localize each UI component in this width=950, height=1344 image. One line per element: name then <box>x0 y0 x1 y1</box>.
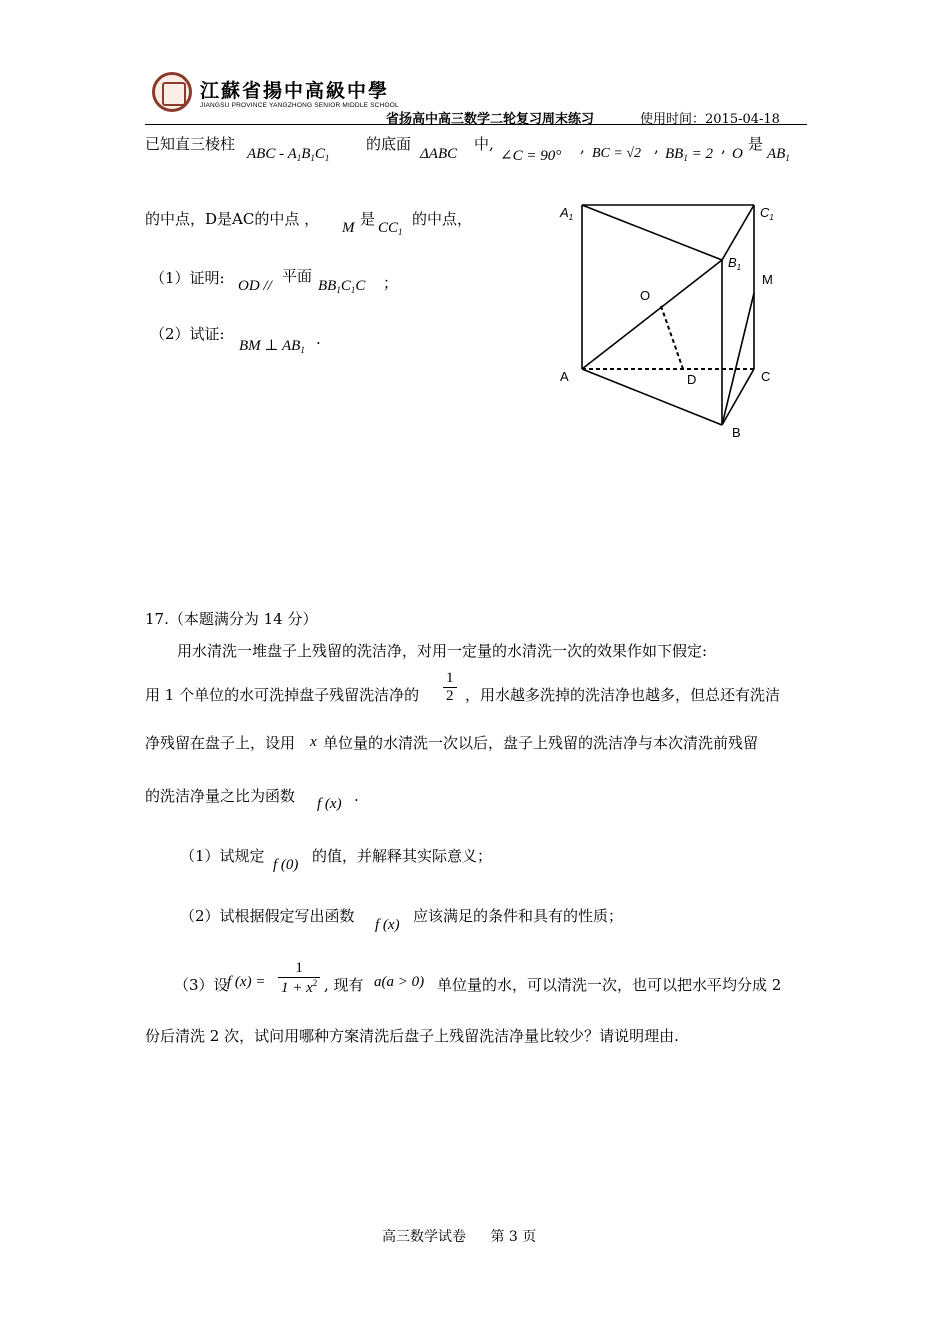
p16-q1-label: （1）证明: <box>150 269 225 287</box>
p16-text: 是 <box>748 135 764 153</box>
math-cc1 <box>378 220 403 237</box>
p17-q3c: 单位量的水，可以清洗一次，也可以把水平均分成 2 <box>437 976 782 994</box>
p17-para3a: 净残留在盘子上，设用 <box>145 734 296 752</box>
frac-den: 2 <box>443 687 457 705</box>
label-a: A <box>560 369 569 384</box>
edge-b1c1 <box>722 205 754 260</box>
math-abc: ABC - <box>247 146 285 162</box>
frac-num: 1 <box>446 670 454 686</box>
p16-q2-label: （2）试证: <box>150 325 225 343</box>
math-bb: BB <box>318 278 337 294</box>
math-plane <box>318 278 365 295</box>
p17-q1a: （1）试规定 <box>180 847 265 865</box>
label-b: B <box>732 425 741 440</box>
p17-para2a: 用 1 个单位的水可洗掉盘子残留洗洁净的 <box>145 686 420 704</box>
math-sub: 1 <box>296 153 302 163</box>
prism-name <box>247 146 329 163</box>
label-d: D <box>687 372 697 387</box>
label-c: C <box>761 369 771 384</box>
school-name-english: JIANGSU PROVINCE YANGZHONG SENIOR MIDDLE SCHOOL <box>200 102 399 109</box>
math-sub: 1 <box>310 153 315 163</box>
p17-q3b: , 现有 <box>324 976 364 994</box>
school-name: 江蘇省揚中高級中學 <box>200 80 390 102</box>
math-a-positive: a(a > 0) <box>374 974 425 990</box>
math-bm-perp <box>239 336 305 355</box>
math-f0: f (0) <box>273 857 299 873</box>
frac-den <box>278 977 320 997</box>
prism-figure <box>550 195 800 445</box>
p16-text: ； <box>383 274 399 292</box>
p17-q3a: （3）设 <box>174 976 229 994</box>
math-b1: B <box>301 146 311 162</box>
p16-text: 已知直三棱柱 <box>145 135 236 153</box>
p16-text: , <box>580 138 585 156</box>
math-sub: 1 <box>324 153 330 163</box>
math-fx: f (x) <box>317 796 342 812</box>
math-a1: A <box>287 146 297 162</box>
exam-title: 省扬高中高三数学二轮复习周末练习 <box>386 112 595 127</box>
frac-den-base: 1 + x <box>281 980 313 996</box>
label-c1: $C_1$ <box>760 205 774 222</box>
p17-q3d: 份后清洗 2 次，试问用哪种方案清洗后盘子上残留洗洁净量比较少？请说明理由. <box>145 1027 679 1045</box>
label-m: M <box>762 272 773 287</box>
footer-page-number: 第 3 页 <box>490 1229 537 1245</box>
math-o: O <box>732 146 743 162</box>
footer-subject: 高三数学试卷 <box>382 1229 466 1245</box>
label-b1: $B_1$ <box>728 255 742 272</box>
math-triangle: ΔABC <box>420 146 458 162</box>
school-logo <box>152 72 192 112</box>
p17-para1: 用水清洗一堆盘子上残留的洗洁净，对用一定量的水清洗一次的效果作如下假定: <box>177 642 708 660</box>
frac-num: 1 <box>295 960 303 976</box>
math-val: = 2 <box>687 146 713 162</box>
edge-ab <box>582 369 722 425</box>
math-bc: BC = √2 <box>592 146 642 161</box>
math-c1: C <box>314 146 325 162</box>
p16-text: 的中点， <box>412 210 473 228</box>
p17-para3b: 单位量的水清洗一次以后，盘子上残留的洗洁净与本次清洗前残留 <box>323 734 759 752</box>
p17-q1b: 的值，并解释其实际意义； <box>312 847 493 865</box>
math-sub: 1 <box>785 153 790 163</box>
segment-od <box>661 306 683 369</box>
math-cc: CC <box>378 220 399 236</box>
fraction-one-half <box>441 670 459 705</box>
math-sub: 1 <box>398 227 403 237</box>
p16-text: , <box>654 138 659 156</box>
math-fx-def: f (x) = <box>227 974 266 990</box>
p17-title: 17.（本题满分为 14 分） <box>145 610 318 628</box>
math-angle-c: ∠C = 90° <box>500 148 562 164</box>
fraction-def <box>276 960 322 997</box>
label-a1: $A_1$ <box>560 205 574 222</box>
usage-date: 使用时间：2015-04-18 <box>640 112 780 127</box>
math-ab: AB <box>767 146 786 162</box>
math-bb: BB <box>665 146 684 162</box>
math-bb1 <box>665 146 713 163</box>
math-c: C <box>355 278 366 294</box>
p16-text: . <box>316 330 321 348</box>
math-sub: 1 <box>683 153 688 163</box>
p16-text: , <box>721 138 726 156</box>
p16-text: 中, <box>474 135 494 153</box>
p17-q2a: （2）试根据假定写出函数 <box>180 907 355 925</box>
header-divider <box>145 124 807 125</box>
math-m: M <box>342 220 355 236</box>
math-x: x <box>310 734 317 750</box>
math-bm: BM ⊥ AB <box>239 338 301 354</box>
edge-a1b1 <box>582 205 722 260</box>
p16-text: 的底面 <box>366 135 412 153</box>
edge-ab1 <box>582 260 722 369</box>
p16-text: 平面 <box>282 267 313 285</box>
p17-para2b: ，用水越多洗掉的洗洁净也越多，但总还有洗洁 <box>465 686 781 704</box>
p16-line1 <box>145 133 235 154</box>
math-ab1 <box>767 146 790 163</box>
p16-text: 是 <box>360 210 376 228</box>
math-sub: 1 <box>336 285 341 295</box>
frac-den-sup: 2 <box>312 978 318 988</box>
math-fx: f (x) <box>375 917 400 933</box>
p16-text: 的中点，D是AC的中点 ， <box>145 210 320 228</box>
p17-para4a: 的洗洁净量之比为函数 <box>145 787 296 805</box>
math-sub: 1 <box>300 345 305 355</box>
page-footer <box>382 1226 536 1246</box>
p17-q2b: 应该满足的条件和具有的性质； <box>413 907 624 925</box>
edge-bc <box>722 369 754 425</box>
p17-para4b: . <box>354 787 359 805</box>
edge-bm <box>722 293 754 425</box>
label-o: O <box>640 288 651 303</box>
math-c: C <box>340 278 351 294</box>
math-od-parallel: OD // <box>238 278 272 294</box>
math-sub: 1 <box>350 285 356 295</box>
